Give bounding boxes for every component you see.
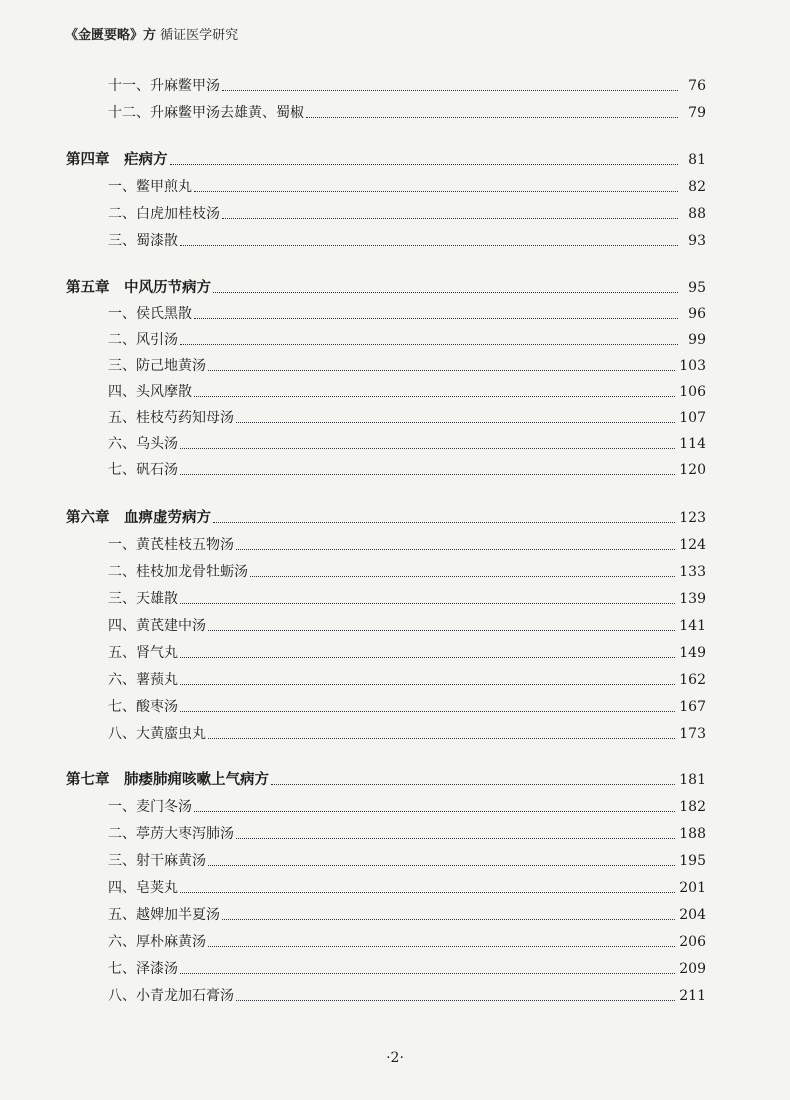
toc-entry-page: 95 <box>688 280 706 296</box>
toc-chapter-entry <box>66 505 706 527</box>
toc-entry-label: 七、泽漆汤 <box>108 961 178 977</box>
dot-leader <box>236 549 675 550</box>
toc-item-entry <box>108 586 706 608</box>
toc-entry-label: 二、桂枝加龙骨牡蛎汤 <box>108 564 248 580</box>
toc-entry-label: 五、桂枝芍药知母汤 <box>108 410 234 426</box>
toc-chapter-entry <box>66 275 706 297</box>
toc-item-entry <box>108 532 706 554</box>
page-number: ·2· <box>386 1050 404 1066</box>
dot-leader <box>180 711 675 712</box>
toc-item-entry <box>108 875 706 897</box>
toc-entry-page: 106 <box>679 384 706 400</box>
toc-entry-label: 七、酸枣汤 <box>108 699 178 715</box>
toc-entry-label: 四、黄芪建中汤 <box>108 618 206 634</box>
toc-entry-page: 103 <box>679 358 706 374</box>
toc-entry-page: 76 <box>688 78 706 94</box>
toc-entry-label: 十一、升麻鳖甲汤 <box>108 78 220 94</box>
toc-entry-page: 195 <box>679 853 706 869</box>
dot-leader <box>180 684 675 685</box>
toc-item-entry <box>108 301 706 323</box>
toc-entry-label: 五、越婢加半夏汤 <box>108 907 220 923</box>
dot-leader <box>208 370 675 371</box>
toc-entry-label: 二、风引汤 <box>108 332 178 348</box>
dot-leader <box>208 630 675 631</box>
toc-entry-page: 141 <box>679 618 706 634</box>
toc-entry-page: 139 <box>679 591 706 607</box>
toc-entry-page: 124 <box>679 537 706 553</box>
dot-leader <box>208 865 675 866</box>
dot-leader <box>180 603 675 604</box>
toc-item-entry <box>108 405 706 427</box>
toc-entry-label: 三、射干麻黄汤 <box>108 853 206 869</box>
header-book-title: 《金匮要略》方 <box>65 28 157 43</box>
toc-item-entry <box>108 929 706 951</box>
toc-item-entry <box>108 201 706 223</box>
dot-leader <box>180 657 675 658</box>
dot-leader <box>213 292 678 293</box>
toc-entry-page: 81 <box>688 152 706 168</box>
dot-leader <box>194 191 678 192</box>
dot-leader <box>222 90 678 91</box>
toc-entry-page: 206 <box>679 934 706 950</box>
toc-entry-label: 三、天雄散 <box>108 591 178 607</box>
toc-entry-label: 二、白虎加桂枝汤 <box>108 206 220 222</box>
toc-entry-label: 第四章 疟病方 <box>66 151 168 168</box>
toc-entry-page: 79 <box>688 105 706 121</box>
dot-leader <box>236 422 675 423</box>
toc-entry-label: 三、蜀漆散 <box>108 233 178 249</box>
toc-item-entry <box>108 902 706 924</box>
toc-entry-label: 四、皂荚丸 <box>108 880 178 896</box>
toc-item-entry <box>108 100 706 122</box>
dot-leader <box>271 784 675 785</box>
dot-leader <box>194 811 675 812</box>
toc-item-entry <box>108 983 706 1005</box>
toc-item-entry <box>108 431 706 453</box>
toc-entry-label: 五、肾气丸 <box>108 645 178 661</box>
toc-entry-label: 六、乌头汤 <box>108 436 178 452</box>
toc-entry-page: 149 <box>679 645 706 661</box>
toc-entry-label: 三、防己地黄汤 <box>108 358 206 374</box>
dot-leader <box>170 164 679 165</box>
toc-item-entry <box>108 956 706 978</box>
toc-entry-label: 八、大黄䗪虫丸 <box>108 726 206 742</box>
toc-entry-page: 204 <box>679 907 706 923</box>
toc-entry-page: 99 <box>688 332 706 348</box>
toc-entry-page: 107 <box>679 410 706 426</box>
toc-entry-label: 六、厚朴麻黄汤 <box>108 934 206 950</box>
toc-entry-label: 第六章 血痹虚劳病方 <box>66 509 211 526</box>
toc-entry-page: 201 <box>679 880 706 896</box>
dot-leader <box>236 838 675 839</box>
toc-entry-page: 162 <box>679 672 706 688</box>
toc-chapter-entry <box>66 147 706 169</box>
toc-item-entry <box>108 721 706 743</box>
toc-entry-label: 第七章 肺痿肺痈咳嗽上气病方 <box>66 771 269 788</box>
toc-item-entry <box>108 73 706 95</box>
toc-item-entry <box>108 379 706 401</box>
dot-leader <box>222 218 678 219</box>
dot-leader <box>180 892 675 893</box>
toc-entry-page: 96 <box>688 306 706 322</box>
toc-entry-page: 123 <box>679 510 706 526</box>
toc-entry-label: 一、麦门冬汤 <box>108 799 192 815</box>
toc-entry-label: 第五章 中风历节病方 <box>66 279 211 296</box>
toc-entry-page: 82 <box>688 179 706 195</box>
toc-item-entry <box>108 559 706 581</box>
toc-entry-page: 114 <box>679 436 706 452</box>
toc-entry-label: 六、薯蓣丸 <box>108 672 178 688</box>
dot-leader <box>208 946 675 947</box>
dot-leader <box>250 576 675 577</box>
toc-entry-page: 167 <box>679 699 706 715</box>
dot-leader <box>180 344 678 345</box>
toc-item-entry <box>108 848 706 870</box>
toc-entry-page: 88 <box>688 206 706 222</box>
toc-item-entry <box>108 794 706 816</box>
dot-leader <box>180 448 675 449</box>
toc-entry-page: 120 <box>679 462 706 478</box>
toc-entry-label: 二、葶苈大枣泻肺汤 <box>108 826 234 842</box>
toc-item-entry <box>108 228 706 250</box>
toc-entry-label: 一、黄芪桂枝五物汤 <box>108 537 234 553</box>
toc-item-entry <box>108 694 706 716</box>
dot-leader <box>180 973 675 974</box>
toc-entry-page: 188 <box>679 826 706 842</box>
toc-entry-page: 182 <box>679 799 706 815</box>
toc-item-entry <box>108 353 706 375</box>
dot-leader <box>306 117 678 118</box>
toc-entry-label: 十二、升麻鳖甲汤去雄黄、蜀椒 <box>108 105 304 121</box>
header-subtitle: 循证医学研究 <box>160 28 239 43</box>
dot-leader <box>222 919 675 920</box>
toc-entry-label: 七、矾石汤 <box>108 462 178 478</box>
toc-entry-label: 四、头风摩散 <box>108 384 192 400</box>
toc-item-entry <box>108 667 706 689</box>
toc-entry-page: 211 <box>679 988 706 1004</box>
toc-entry-page: 93 <box>688 233 706 249</box>
toc-item-entry <box>108 613 706 635</box>
toc-item-entry <box>108 457 706 479</box>
dot-leader <box>194 318 678 319</box>
toc-entry-page: 181 <box>679 772 706 788</box>
toc-entry-label: 一、鳖甲煎丸 <box>108 179 192 195</box>
dot-leader <box>236 1000 675 1001</box>
dot-leader <box>180 245 678 246</box>
toc-item-entry <box>108 174 706 196</box>
toc-entry-label: 一、侯氏黑散 <box>108 306 192 322</box>
toc-chapter-entry <box>66 767 706 789</box>
dot-leader <box>180 474 675 475</box>
toc-item-entry <box>108 327 706 349</box>
toc-entry-page: 133 <box>679 564 706 580</box>
dot-leader <box>213 522 675 523</box>
toc-item-entry <box>108 821 706 843</box>
dot-leader <box>194 396 675 397</box>
toc-entry-page: 209 <box>679 961 706 977</box>
dot-leader <box>208 738 675 739</box>
toc-item-entry <box>108 640 706 662</box>
toc-entry-page: 173 <box>679 726 706 742</box>
toc-entry-label: 八、小青龙加石膏汤 <box>108 988 234 1004</box>
